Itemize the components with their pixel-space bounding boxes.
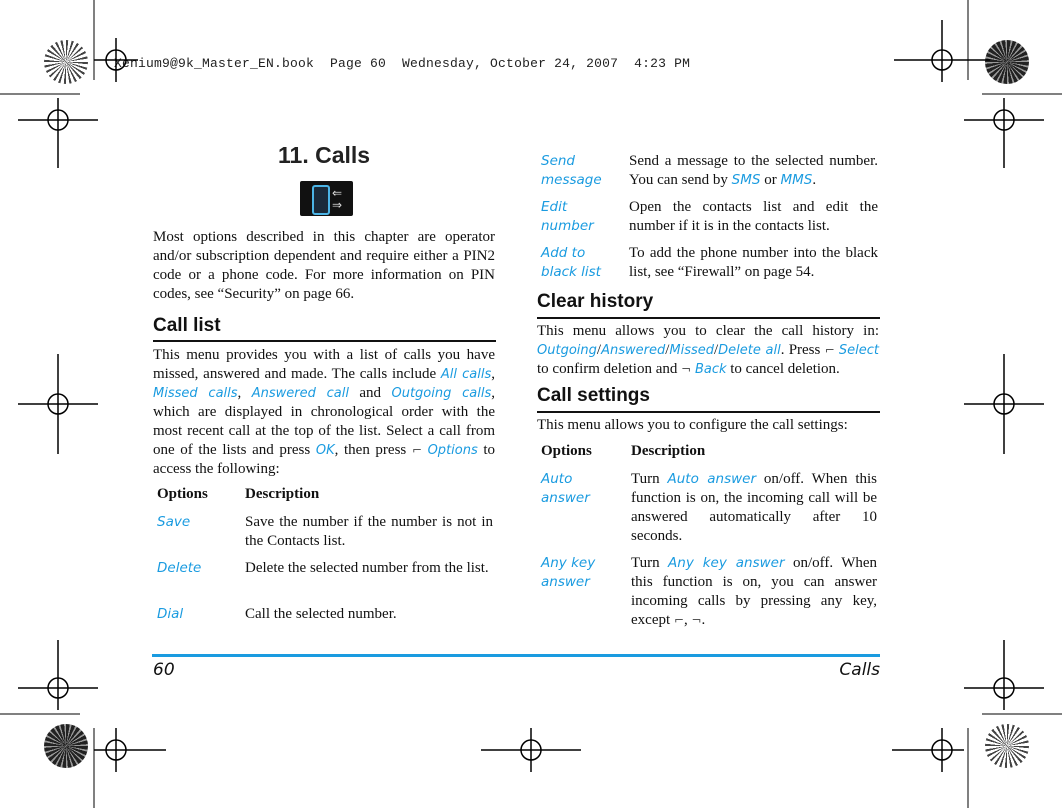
option-any-key-answer: Any key answer <box>541 555 596 590</box>
heading-rule <box>153 340 496 342</box>
option-any-key-answer-description: Turn Any key answer on/off. When this function is on, you can answer incoming calls by pressing any key, except ⌐, ¬. <box>631 555 878 628</box>
option-add-black-list: Add to black list <box>541 245 601 280</box>
clear-history-heading: Clear history <box>537 291 654 312</box>
table-header-options: Options <box>541 443 592 459</box>
option-send-message: Send message <box>541 153 602 188</box>
call-settings-paragraph: This menu allows you to configure the call settings: <box>537 417 848 433</box>
option-auto-answer: Auto answer <box>541 471 590 506</box>
running-header: Xenium9@9k_Master_EN.book Page 60 Wednesday, October 24, 2007 4:23 PM <box>114 56 691 71</box>
table-header-options: Options <box>157 486 208 502</box>
end-key-icon: ¬ <box>691 613 702 627</box>
option-edit-number-description: Open the contacts list and edit the number if it is in the contacts list. <box>629 199 878 234</box>
table-header-description: Description <box>631 443 706 459</box>
footer-section-title: Calls <box>839 660 880 680</box>
option-delete: Delete <box>157 560 202 576</box>
heading-rule <box>537 317 880 319</box>
calls-chapter-icon: ⇐ ⇒ <box>300 181 353 216</box>
table-header-description: Description <box>245 486 320 502</box>
call-settings-heading: Call settings <box>537 385 650 406</box>
chapter-title: 11. Calls <box>278 142 371 168</box>
left-softkey-icon: ⌐ <box>824 343 835 357</box>
option-dial-description: Call the selected number. <box>245 606 397 622</box>
heading-rule <box>537 411 880 413</box>
call-list-paragraph: This menu provides you with a list of calls you have missed, answered and made. The calls include All calls, Missed calls, Answered call and Outgoing calls, which are displayed in chronological order with the most recent call at the top of the list. Select a call from one of the lists and press OK, then press ⌐ Options to access the following: <box>153 347 496 477</box>
option-edit-number: Edit number <box>541 199 594 234</box>
clear-history-paragraph: This menu allows you to clear the call history in: Outgoing/Answered/Missed/Delete all. Press ⌐ Select to confirm deletion and ¬ Back to cancel deletion. <box>537 323 879 377</box>
call-list-heading: Call list <box>153 315 221 336</box>
option-save-description: Save the number if the number is not in the Contacts list. <box>245 514 493 549</box>
page-number: 60 <box>153 660 175 680</box>
option-add-black-list-description: To add the phone number into the black list, see “Firewall” on page 54. <box>629 245 878 280</box>
option-send-message-description: Send a message to the selected number. You can send by SMS or MMS. <box>629 153 878 188</box>
option-delete-description: Delete the selected number from the list. <box>245 560 489 576</box>
option-dial: Dial <box>157 606 184 622</box>
option-save: Save <box>157 514 191 530</box>
call-key-icon: ⌐ <box>673 613 684 627</box>
option-auto-answer-description: Turn Auto answer on/off. When this function is on, the incoming call will be answered automatically after 10 seconds. <box>631 471 877 544</box>
left-softkey-icon: ⌐ <box>411 443 422 457</box>
footer-rule <box>152 654 880 657</box>
intro-paragraph: Most options described in this chapter are operator and/or subscription dependent and require either a PIN2 code or a phone code. For more information on PIN codes, see “Security” on page 66. <box>153 229 495 302</box>
right-softkey-icon: ¬ <box>681 362 692 376</box>
